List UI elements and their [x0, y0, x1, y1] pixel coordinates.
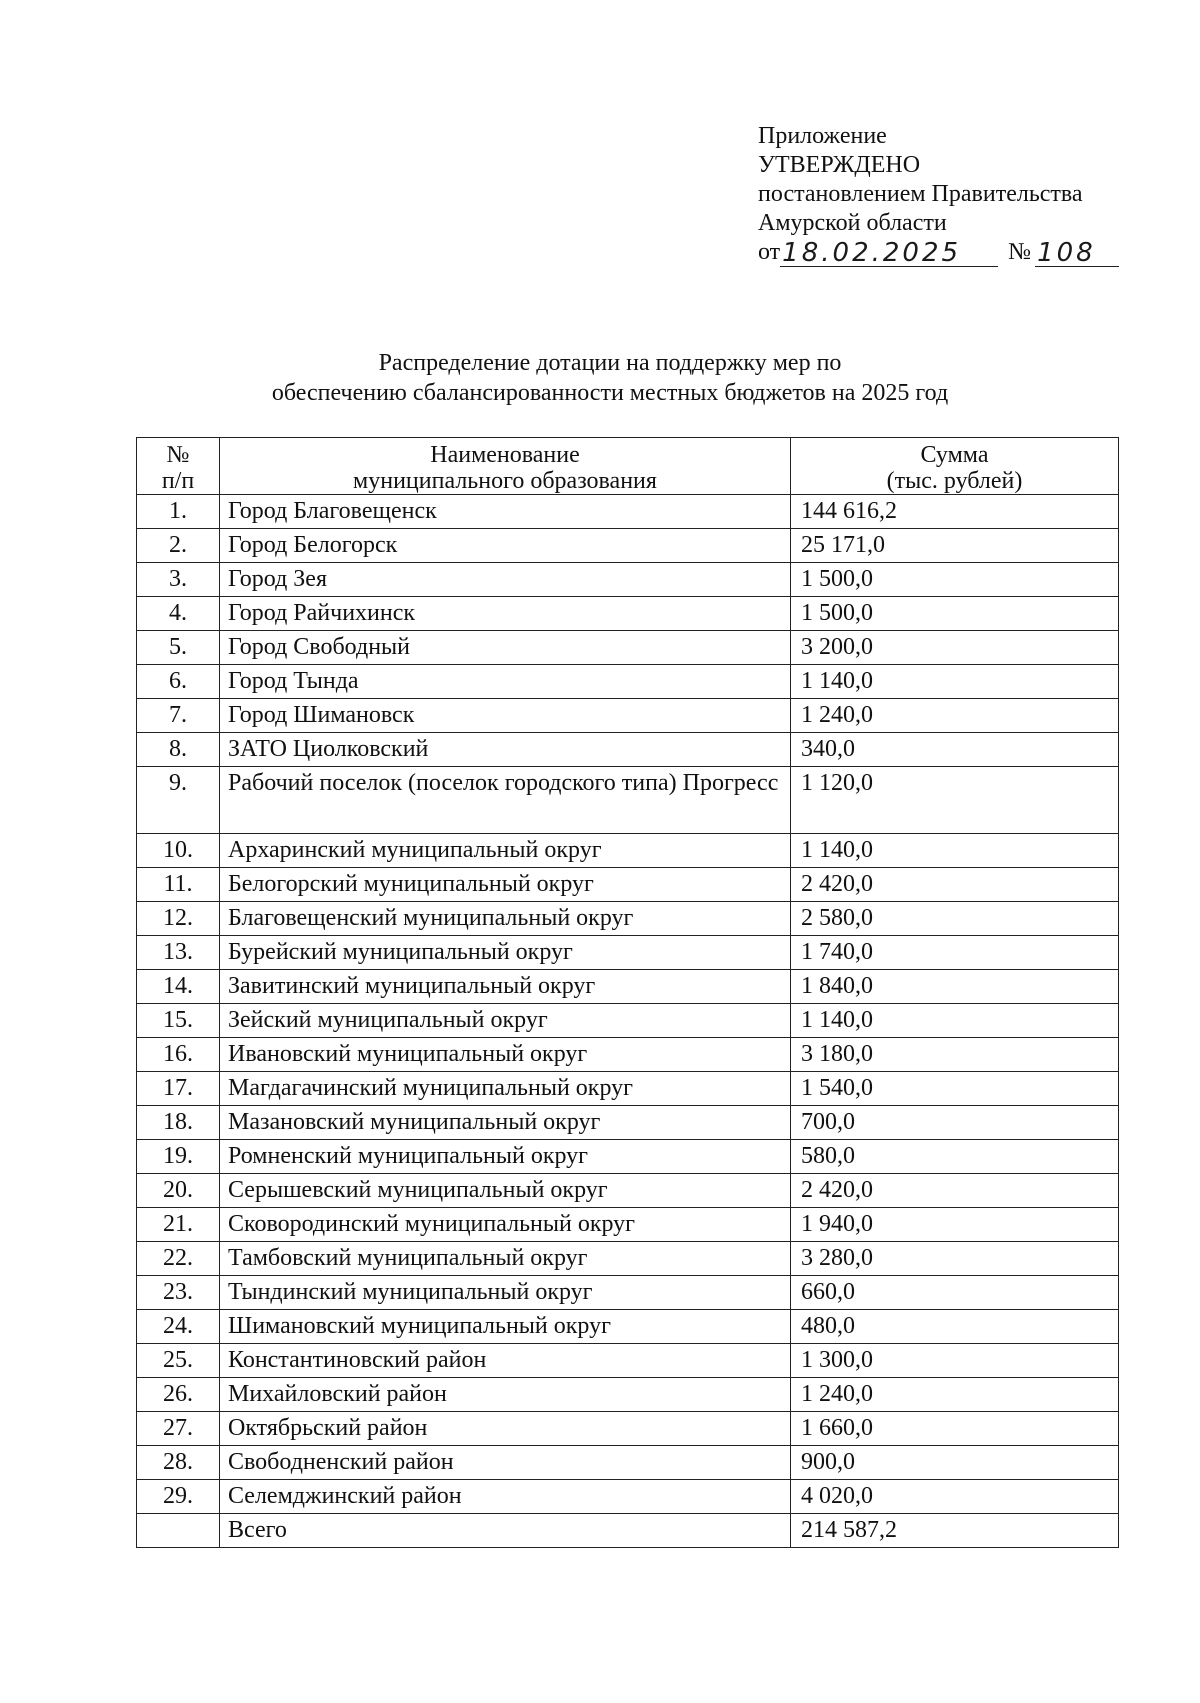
- row-number: 29.: [137, 1480, 220, 1514]
- table-row: [137, 1004, 1119, 1038]
- row-number: 24.: [137, 1310, 220, 1344]
- row-amount: 1 660,0: [791, 1412, 1119, 1446]
- distribution-table: [136, 437, 1119, 1548]
- table-row: [137, 902, 1119, 936]
- approval-approved-label: УТВЕРЖДЕНО: [758, 152, 921, 178]
- row-municipality: Ивановский муниципальный округ: [220, 1038, 791, 1072]
- table-row: [137, 1072, 1119, 1106]
- row-number: 5.: [137, 631, 220, 665]
- row-number: 4.: [137, 597, 220, 631]
- row-municipality: Селемджинский район: [220, 1480, 791, 1514]
- approval-appendix-label: Приложение: [758, 123, 887, 149]
- table-row: [137, 699, 1119, 733]
- header-name: [220, 438, 791, 495]
- header-sum-line-2: (тыс. рублей): [886, 468, 1023, 494]
- row-number: 2.: [137, 529, 220, 563]
- row-municipality: Мазановский муниципальный округ: [220, 1106, 791, 1140]
- row-amount: 1 240,0: [791, 1378, 1119, 1412]
- row-amount: 2 580,0: [791, 902, 1119, 936]
- table-header-row: [137, 438, 1119, 495]
- row-municipality: ЗАТО Циолковский: [220, 733, 791, 767]
- row-amount: 3 200,0: [791, 631, 1119, 665]
- row-municipality: Серышевский муниципальный округ: [220, 1174, 791, 1208]
- row-amount: 340,0: [791, 733, 1119, 767]
- table-row: [137, 970, 1119, 1004]
- approval-decree-label: постановлением Правительства: [758, 181, 1083, 207]
- table-row: [137, 1208, 1119, 1242]
- total-number: [137, 1514, 220, 1548]
- table-row: [137, 1106, 1119, 1140]
- table-row: [137, 529, 1119, 563]
- row-amount: 900,0: [791, 1446, 1119, 1480]
- table-row: [137, 1276, 1119, 1310]
- row-number: 13.: [137, 936, 220, 970]
- row-amount: 144 616,2: [791, 495, 1119, 529]
- table-row: [137, 495, 1119, 529]
- row-amount: 1 140,0: [791, 1004, 1119, 1038]
- table-row: [137, 1242, 1119, 1276]
- row-amount: 1 500,0: [791, 563, 1119, 597]
- row-number: 10.: [137, 834, 220, 868]
- row-municipality: Завитинский муниципальный округ: [220, 970, 791, 1004]
- row-municipality: Тындинский муниципальный округ: [220, 1276, 791, 1310]
- row-amount: 1 120,0: [791, 767, 1119, 834]
- row-municipality: Архаринский муниципальный округ: [220, 834, 791, 868]
- row-amount: 2 420,0: [791, 868, 1119, 902]
- table-row: [137, 1344, 1119, 1378]
- row-municipality: Город Зея: [220, 563, 791, 597]
- row-municipality: Город Райчихинск: [220, 597, 791, 631]
- row-municipality: Рабочий поселок (поселок городского типа) Прогресс: [220, 767, 791, 834]
- row-amount: 2 420,0: [791, 1174, 1119, 1208]
- table-row: [137, 1310, 1119, 1344]
- table-row: [137, 733, 1119, 767]
- row-municipality: Константиновский район: [220, 1344, 791, 1378]
- row-number: 28.: [137, 1446, 220, 1480]
- title-line-2: обеспечению сбалансированности местных бюджетов на 2025 год: [271, 380, 949, 406]
- row-amount: 1 500,0: [791, 597, 1119, 631]
- row-amount: 480,0: [791, 1310, 1119, 1344]
- row-amount: 700,0: [791, 1106, 1119, 1140]
- document-title: [150, 348, 1070, 408]
- total-label: Всего: [220, 1514, 791, 1548]
- row-amount: 1 740,0: [791, 936, 1119, 970]
- row-municipality: Октябрьский район: [220, 1412, 791, 1446]
- table-body: [137, 495, 1119, 1548]
- row-amount: 1 540,0: [791, 1072, 1119, 1106]
- row-amount: 25 171,0: [791, 529, 1119, 563]
- row-amount: 3 180,0: [791, 1038, 1119, 1072]
- row-amount: 1 240,0: [791, 699, 1119, 733]
- row-amount: 660,0: [791, 1276, 1119, 1310]
- row-number: 16.: [137, 1038, 220, 1072]
- header-sum: [791, 438, 1119, 495]
- row-amount: 1 140,0: [791, 834, 1119, 868]
- table-row: [137, 1174, 1119, 1208]
- row-municipality: Город Благовещенск: [220, 495, 791, 529]
- approval-block: [758, 122, 1119, 267]
- row-number: 7.: [137, 699, 220, 733]
- row-municipality: Город Свободный: [220, 631, 791, 665]
- number-label: №: [1008, 239, 1032, 265]
- row-municipality: Тамбовский муниципальный округ: [220, 1242, 791, 1276]
- row-number: 21.: [137, 1208, 220, 1242]
- table-row: [137, 631, 1119, 665]
- row-amount: 4 020,0: [791, 1480, 1119, 1514]
- header-name-line-2: муниципального образования: [353, 468, 657, 494]
- title-line-1: Распределение дотации на поддержку мер по: [378, 350, 842, 376]
- row-amount: 1 300,0: [791, 1344, 1119, 1378]
- table-total-row: [137, 1514, 1119, 1548]
- header-number: [137, 438, 220, 495]
- row-municipality: Благовещенский муниципальный округ: [220, 902, 791, 936]
- row-municipality: Шимановский муниципальный округ: [220, 1310, 791, 1344]
- handwritten-number: 108: [1035, 240, 1119, 267]
- table-row: [137, 665, 1119, 699]
- table-row: [137, 1412, 1119, 1446]
- row-number: 6.: [137, 665, 220, 699]
- row-number: 15.: [137, 1004, 220, 1038]
- row-number: 17.: [137, 1072, 220, 1106]
- table-row: [137, 563, 1119, 597]
- row-municipality: Город Белогорск: [220, 529, 791, 563]
- header-sum-line-1: Сумма: [920, 442, 989, 468]
- row-amount: 1 140,0: [791, 665, 1119, 699]
- row-number: 18.: [137, 1106, 220, 1140]
- approval-date-line: [758, 238, 1119, 267]
- row-municipality: Бурейский муниципальный округ: [220, 936, 791, 970]
- row-number: 25.: [137, 1344, 220, 1378]
- row-municipality: Магдагачинский муниципальный округ: [220, 1072, 791, 1106]
- row-number: 26.: [137, 1378, 220, 1412]
- row-number: 14.: [137, 970, 220, 1004]
- row-amount: 1 840,0: [791, 970, 1119, 1004]
- header-number-line-2: п/п: [161, 468, 195, 494]
- table-row: [137, 1378, 1119, 1412]
- row-number: 11.: [137, 868, 220, 902]
- row-amount: 3 280,0: [791, 1242, 1119, 1276]
- row-amount: 1 940,0: [791, 1208, 1119, 1242]
- row-number: 1.: [137, 495, 220, 529]
- table-row: [137, 868, 1119, 902]
- row-municipality: Белогорский муниципальный округ: [220, 868, 791, 902]
- row-number: 27.: [137, 1412, 220, 1446]
- table-row: [137, 1038, 1119, 1072]
- table-row: [137, 936, 1119, 970]
- table-row: [137, 597, 1119, 631]
- row-number: 8.: [137, 733, 220, 767]
- table-row: [137, 1140, 1119, 1174]
- row-municipality: Ромненский муниципальный округ: [220, 1140, 791, 1174]
- handwritten-date: 18.02.2025: [780, 240, 998, 267]
- table-row: [137, 767, 1119, 834]
- row-number: 3.: [137, 563, 220, 597]
- total-amount: 214 587,2: [791, 1514, 1119, 1548]
- header-number-line-1: №: [166, 442, 190, 468]
- row-municipality: Город Шимановск: [220, 699, 791, 733]
- row-municipality: Свободненский район: [220, 1446, 791, 1480]
- table-row: [137, 1480, 1119, 1514]
- table-row: [137, 834, 1119, 868]
- row-number: 19.: [137, 1140, 220, 1174]
- date-prefix: от: [758, 239, 781, 265]
- row-municipality: Зейский муниципальный округ: [220, 1004, 791, 1038]
- row-number: 20.: [137, 1174, 220, 1208]
- row-number: 23.: [137, 1276, 220, 1310]
- row-municipality: Город Тында: [220, 665, 791, 699]
- row-number: 22.: [137, 1242, 220, 1276]
- row-number: 12.: [137, 902, 220, 936]
- approval-region-label: Амурской области: [758, 210, 947, 236]
- row-municipality: Михайловский район: [220, 1378, 791, 1412]
- table-row: [137, 1446, 1119, 1480]
- row-number: 9.: [137, 767, 220, 834]
- row-amount: 580,0: [791, 1140, 1119, 1174]
- header-name-line-1: Наименование: [430, 442, 580, 468]
- row-municipality: Сковородинский муниципальный округ: [220, 1208, 791, 1242]
